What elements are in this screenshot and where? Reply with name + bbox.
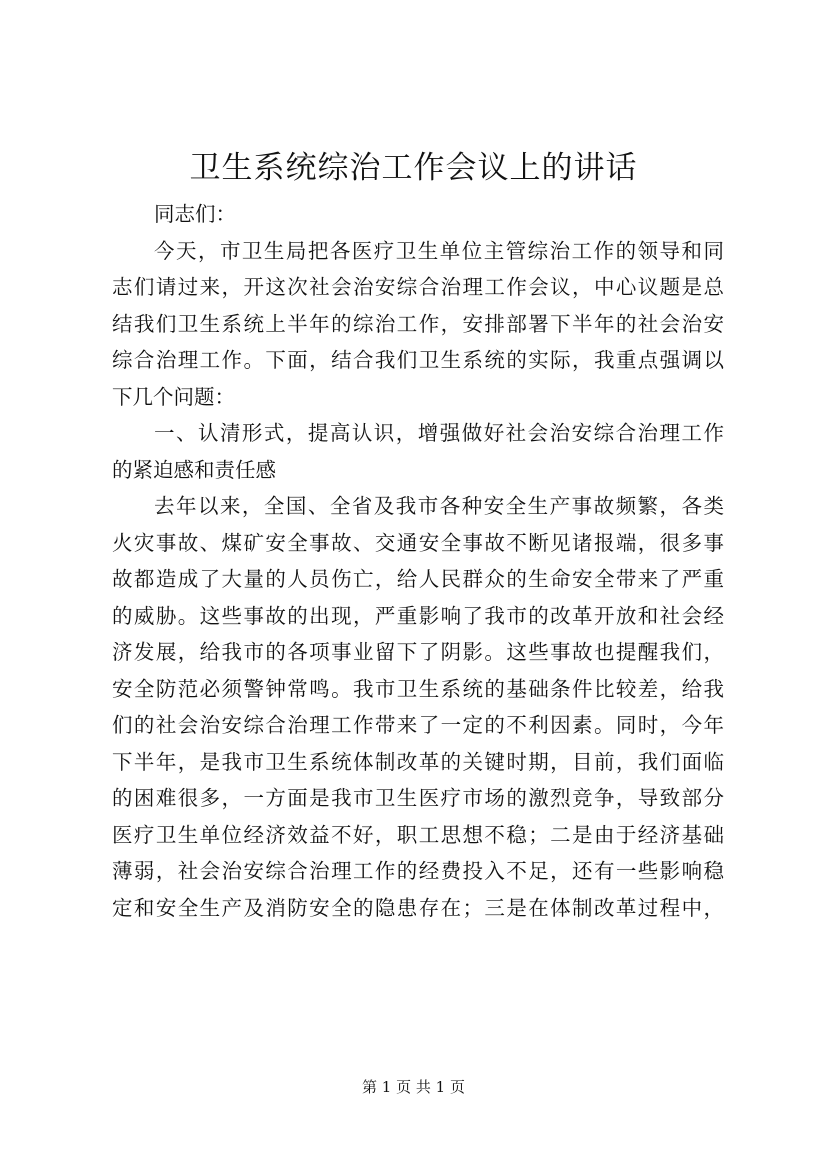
paragraph-line: 故都造成了大量的人员伤亡，给人民群众的生命安全带来了严重 [112,567,724,591]
salutation-line: 同志们： [154,202,236,226]
paragraph-line: 安全防范必须警钟常鸣。我市卫生系统的基础条件比较差，给我 [112,676,724,701]
paragraph-line: 下半年，是我市卫生系统体制改革的关键时期，目前，我们面临 [112,749,724,774]
section-heading-line: 一、认清形式，提高认识，增强做好社会治安综合治理工作 [154,421,724,445]
paragraph-line: 医疗卫生单位经济效益不好，职工思想不稳；二是由于经济基础 [112,822,724,847]
paragraph-line: 们的社会治安综合治理工作带来了一定的不利因素。同时，今年 [112,713,724,737]
paragraph-line: 定和安全生产及消防安全的隐患存在；三是在体制改革过程中， [112,895,724,920]
paragraph-line: 薄弱，社会治安综合治理工作的经费投入不足，还有一些影响稳 [112,859,724,883]
paragraph-line: 综合治理工作。下面，结合我们卫生系统的实际，我重点强调以 [112,348,724,372]
paragraph-line: 济发展，给我市的各项事业留下了阴影。这些事故也提醒我们， [112,640,724,664]
paragraph-line: 的威胁。这些事故的出现，严重影响了我市的改革开放和社会经 [112,603,724,628]
section-heading-line: 的紧迫感和责任感 [112,457,276,482]
paragraph-line: 志们请过来，开这次社会治安综合治理工作会议，中心议题是总 [112,275,724,299]
paragraph-line: 今天，市卫生局把各医疗卫生单位主管综治工作的领导和同 [154,238,724,263]
paragraph-line: 的困难很多，一方面是我市卫生医疗市场的激烈竞争，导致部分 [112,786,724,810]
paragraph-line: 结我们卫生系统上半年的综治工作，安排部署下半年的社会治安 [112,311,724,336]
document-body [112,196,724,926]
paragraph-line: 下几个问题： [112,384,235,409]
page-footer: 第 1 页 共 1 页 [362,1078,465,1096]
document-title: 卫生系统综治工作会议上的讲话 [189,150,638,186]
paragraph-line: 去年以来，全国、全省及我市各种安全生产事故频繁，各类 [154,494,724,518]
paragraph-line: 火灾事故、煤矿安全事故、交通安全事故不断见诸报端，很多事 [112,530,724,555]
